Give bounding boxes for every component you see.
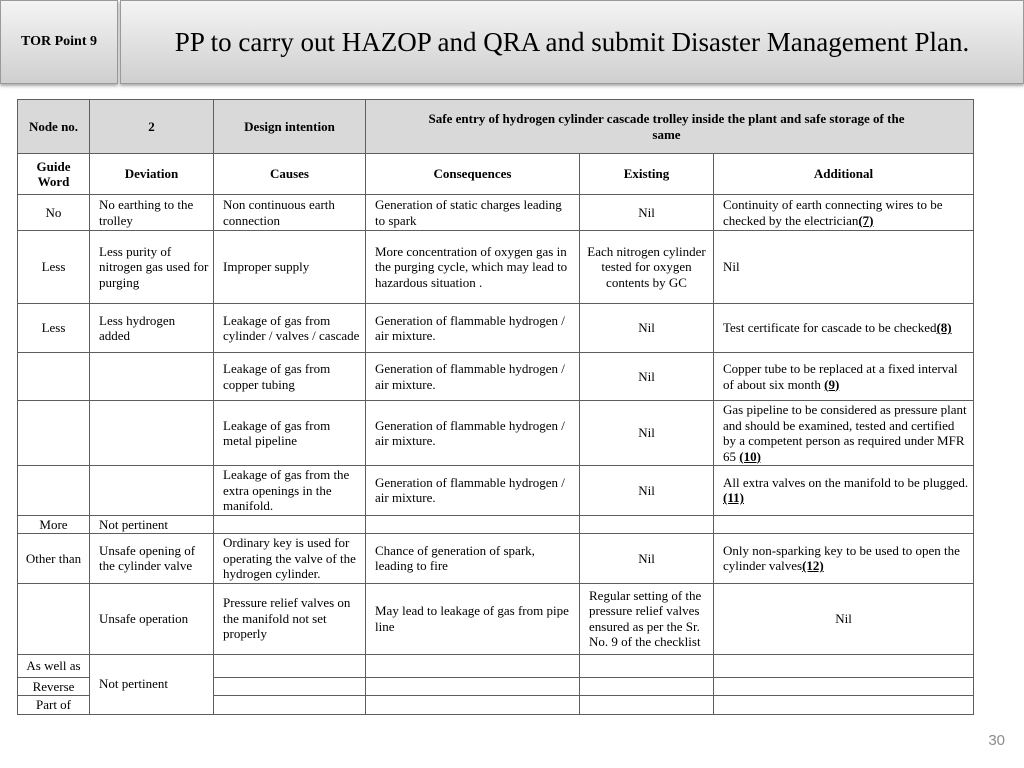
existing: Nil: [580, 401, 714, 466]
deviation: Not pertinent: [90, 654, 214, 714]
additional: Copper tube to be replaced at a fixed interval of about six month (9): [714, 353, 974, 401]
existing: Nil: [580, 534, 714, 584]
col-consequences: Consequences: [366, 154, 580, 195]
reference-number: (8): [936, 320, 952, 336]
consequences: Chance of generation of spark, leading to fire: [366, 534, 580, 584]
deviation: Less hydrogen added: [90, 304, 214, 353]
guide-word: [18, 583, 90, 654]
guide-word: Less: [18, 231, 90, 304]
deviation: No earthing to the trolley: [90, 195, 214, 231]
consequences: Generation of flammable hydrogen / air mixture.: [366, 401, 580, 466]
table-row: [18, 353, 974, 401]
guide-word: [18, 401, 90, 466]
page-number: 30: [988, 732, 1005, 749]
table-row: [18, 466, 974, 516]
col-deviation: Deviation: [90, 154, 214, 195]
table-row: [18, 583, 974, 654]
design-intention-value: Safe entry of hydrogen cylinder cascade trolley inside the plant and safe storage of the same: [366, 100, 974, 154]
existing: Each nitrogen cylinder tested for oxygen contents by GC: [580, 231, 714, 304]
consequences: [366, 515, 580, 534]
guide-word: No: [18, 195, 90, 231]
guide-word: Part of: [18, 696, 90, 715]
node-label: Node no.: [18, 100, 90, 154]
deviation: [90, 401, 214, 466]
guide-word: [18, 466, 90, 516]
reference-number: (9): [824, 376, 840, 392]
consequences: May lead to leakage of gas from pipe line: [366, 583, 580, 654]
guide-word: Less: [18, 304, 90, 353]
guide-word: Reverse: [18, 677, 90, 696]
causes: [214, 515, 366, 534]
existing: Nil: [580, 304, 714, 353]
deviation: Unsafe operation: [90, 583, 214, 654]
hazop-table: [17, 99, 974, 715]
additional: Gas pipeline to be considered as pressure plant and should be examined, tested and certified by a competent person as required under MFR 65 (10): [714, 401, 974, 466]
tor-point-label: TOR Point 9: [0, 0, 118, 84]
causes: Improper supply: [214, 231, 366, 304]
deviation: [90, 353, 214, 401]
consequences: More concentration of oxygen gas in the purging cycle, which may lead to hazardous situation .: [366, 231, 580, 304]
col-guide-word: Guide Word: [18, 154, 90, 195]
causes: Pressure relief valves on the manifold not set properly: [214, 583, 366, 654]
column-header-row: [18, 154, 974, 195]
causes: Leakage of gas from the extra openings in the manifold.: [214, 466, 366, 516]
design-intention-label: Design intention: [214, 100, 366, 154]
node-value: 2: [90, 100, 214, 154]
additional: Nil: [714, 583, 974, 654]
causes: Non continuous earth connection: [214, 195, 366, 231]
reference-number: (10): [739, 448, 761, 464]
additional: [714, 515, 974, 534]
additional: Continuity of earth connecting wires to be checked by the electrician(7): [714, 195, 974, 231]
table-row: [18, 304, 974, 353]
additional: Only non-sparking key to be used to open the cylinder valves(12): [714, 534, 974, 584]
deviation: Less purity of nitrogen gas used for purging: [90, 231, 214, 304]
table-header-row: [18, 100, 974, 154]
causes: Ordinary key is used for operating the valve of the hydrogen cylinder.: [214, 534, 366, 584]
consequences: Generation of static charges leading to spark: [366, 195, 580, 231]
consequences: Generation of flammable hydrogen / air mixture.: [366, 304, 580, 353]
additional: Test certificate for cascade to be checked(8): [714, 304, 974, 353]
additional: All extra valves on the manifold to be plugged. (11): [714, 466, 974, 516]
causes: Leakage of gas from cylinder / valves / cascade: [214, 304, 366, 353]
consequences: Generation of flammable hydrogen / air mixture.: [366, 466, 580, 516]
causes: Leakage of gas from metal pipeline: [214, 401, 366, 466]
existing: Nil: [580, 353, 714, 401]
deviation: Not pertinent: [90, 515, 214, 534]
col-additional: Additional: [714, 154, 974, 195]
slide-title: PP to carry out HAZOP and QRA and submit Disaster Management Plan.: [120, 0, 1024, 84]
existing: Nil: [580, 466, 714, 516]
reference-number: (11): [723, 490, 744, 506]
table-row: [18, 195, 974, 231]
table-row: [18, 231, 974, 304]
additional: Nil: [714, 231, 974, 304]
guide-word: [18, 353, 90, 401]
table-row: [18, 654, 974, 677]
guide-word: As well as: [18, 654, 90, 677]
existing: [580, 515, 714, 534]
table-row: [18, 534, 974, 584]
consequences: Generation of flammable hydrogen / air mixture.: [366, 353, 580, 401]
reference-number: (7): [858, 212, 874, 228]
table-row: [18, 401, 974, 466]
existing: Regular setting of the pressure relief valves ensured as per the Sr. No. 9 of the checklist: [580, 583, 714, 654]
existing: Nil: [580, 195, 714, 231]
guide-word: More: [18, 515, 90, 534]
causes: Leakage of gas from copper tubing: [214, 353, 366, 401]
reference-number: (12): [802, 558, 824, 574]
col-existing: Existing: [580, 154, 714, 195]
deviation: Unsafe opening of the cylinder valve: [90, 534, 214, 584]
deviation: [90, 466, 214, 516]
guide-word: Other than: [18, 534, 90, 584]
col-causes: Causes: [214, 154, 366, 195]
table-row: [18, 515, 974, 534]
